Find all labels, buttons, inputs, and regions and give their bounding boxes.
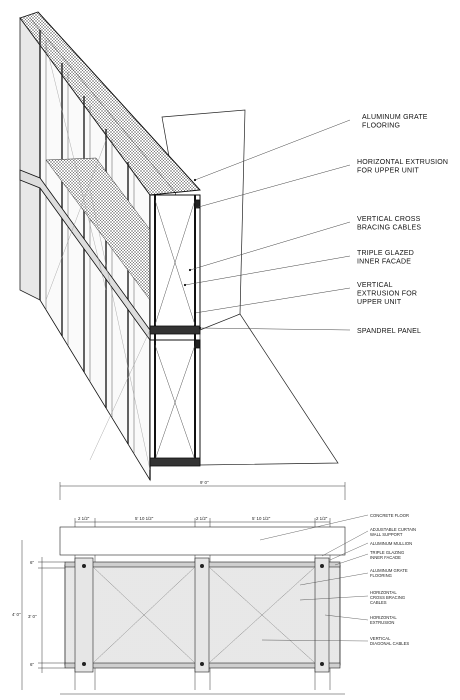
end-frame <box>150 195 200 466</box>
seg-dim-2: 5' 10 1/2" <box>135 516 154 521</box>
concrete-floor <box>60 527 345 555</box>
plan-callout-aluminum-mullion: ALUMINUM MULLION <box>370 541 413 546</box>
plan-callout-grate-flooring: ALUMINUM GRATE FLOORING <box>370 568 408 578</box>
seg-dim-1: 2 1/2" <box>78 516 90 521</box>
overall-width-dim: 9' 0" <box>200 480 209 485</box>
left-dim-bottom: 6" <box>30 662 35 667</box>
plan-callout-concrete-floor: CONCRETE FLOOR <box>370 513 410 518</box>
plan-callout-vertical-diagonal: VERTICAL DIAGONAL CABLES <box>370 636 410 646</box>
axonometric-view <box>20 12 338 480</box>
callout-vertical-cross-bracing: VERTICAL CROSS BRACING CABLES <box>357 216 422 232</box>
lower-spandrel-plane <box>200 314 338 465</box>
plan-view <box>12 480 417 694</box>
seg-dim-5: 2 1/2" <box>316 516 328 521</box>
plan-callout-triple-glazing: TRIPLE GLAZING INNER FACADE <box>370 550 405 560</box>
callout-spandrel-panel: SPANDREL PANEL <box>357 328 422 335</box>
overall-height-dim: 4' 0" <box>12 612 21 617</box>
callout-horizontal-extrusion: HORIZONTAL EXTRUSION FOR UPPER UNIT <box>357 159 449 175</box>
callout-vertical-extrusion: VERTICAL EXTRUSION FOR UPPER UNIT <box>357 282 418 306</box>
plan-callout-curtain-wall-support: ADJUSTABLE CURTAIN WALL SUPPORT <box>370 527 417 537</box>
left-dim-mid: 3' 0" <box>28 614 37 619</box>
plan-callout-horizontal-extrusion: HORIZONTAL EXTRUSION <box>370 615 397 625</box>
plan-callout-horizontal-bracing: HORIZONTAL CROSS BRACING CABLES <box>370 590 406 605</box>
seg-dim-3: 2 1/2" <box>196 516 208 521</box>
callout-triple-glazed: TRIPLE GLAZED INNER FACADE <box>357 250 415 266</box>
seg-dim-4: 5' 10 1/2" <box>252 516 271 521</box>
facade-left-face <box>20 18 40 300</box>
left-dim-top: 6" <box>30 560 35 565</box>
callout-aluminum-grate: ALUMINUM GRATE FLOORING <box>362 114 428 130</box>
